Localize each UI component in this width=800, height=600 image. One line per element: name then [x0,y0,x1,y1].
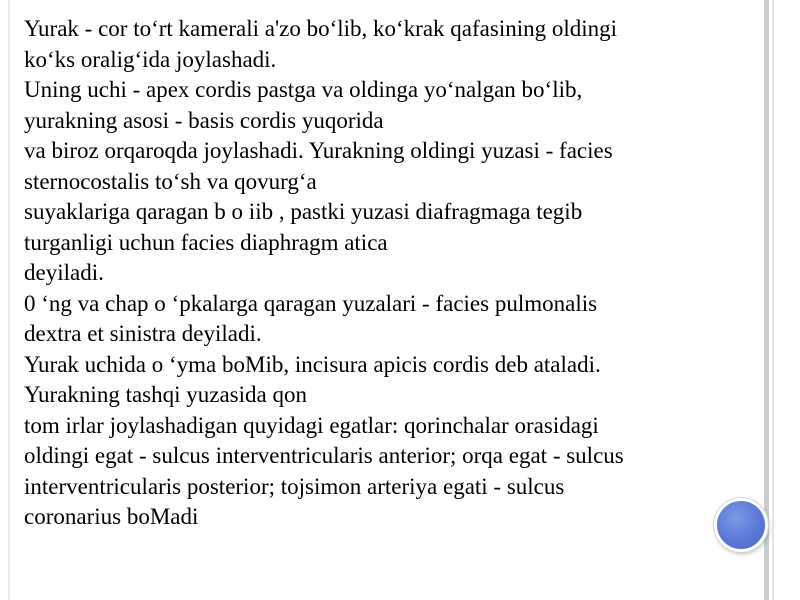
text-line: Yurak uchida o ‘yma boMib, incisura apicis cordis deb ataladi. [24,351,601,377]
text-line: ko‘ks oralig‘ida joylashadi. [24,46,277,72]
text-line: coronarius boMadi [24,504,199,529]
text-line: Yurak - cor to‘rt kamerali a'zo bo‘lib, ko‘krak qafasining oldingi [24,16,618,41]
text-line: deyiladi. [24,260,104,285]
text-line: interventricularis posterior; tojsimon arteriya egati - sulcus [24,473,565,499]
slide-right-border [764,0,769,600]
text-line: dextra et sinistra deyiladi. [24,321,262,346]
text-line: sternocostalis to‘sh va qovurg‘a [24,168,317,194]
text-line: Uning uchi - apex cordis pastga va oldinga yo‘nalgan bo‘lib, [24,77,583,102]
text-line: suyaklariga qaragan b o iib , pastki yuzasi diafragmaga tegib [24,199,583,224]
text-line: yurakning asosi - basis cordis yuqorida [24,107,384,133]
text-line: turganligi uchun facies diaphragm atica [24,229,388,255]
decorative-circle-icon [714,498,768,552]
slide-body-text [24,14,764,533]
text-line: tom irlar joylashadigan quyidagi egatlar: qorinchalar orasidagi [24,412,599,438]
slide-left-border [8,0,10,600]
text-line: oldingi egat - sulcus interventricularis anterior; orqa egat - sulcus [24,443,624,468]
text-line: va biroz orqaroqda joylashadi. Yurakning oldingi yuzasi - facies [24,138,613,163]
text-line: Yurakning tashqi yuzasida qon [24,382,307,407]
slide-right-border-inner [772,0,774,600]
text-line: 0 ‘ng va chap o ‘pkalarga qaragan yuzalari - facies pulmonalis [24,290,598,316]
